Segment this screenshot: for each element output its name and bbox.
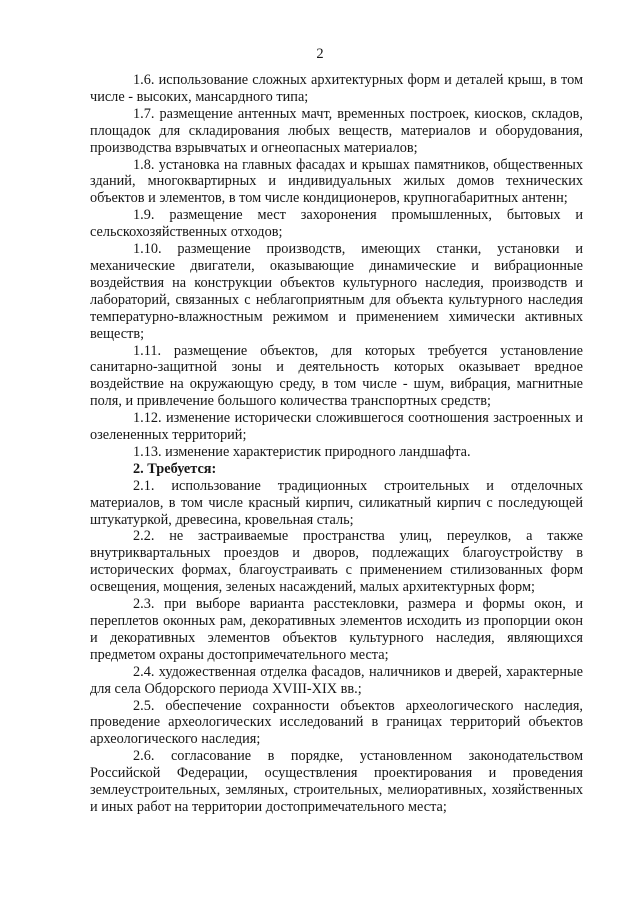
paragraph-2-6: 2.6. согласование в порядке, установленном законодательством Российской Федерации, осуществления проектирования и проведения землеустроительных, земляных, строительных, мелиоративных, хозяйственных и иных работ на территории достопримечательного места; — [90, 748, 583, 815]
paragraph-1-12: 1.12. изменение исторически сложившегося соотношения застроенных и озелененных территорий; — [90, 410, 583, 444]
paragraph-1-10: 1.10. размещение производств, имеющих станки, установки и механические двигатели, оказывающие динамические и вибрационные воздействия на конструкции объектов культурного наследия, производств и лабораторий, связанных с неблагоприятным для объекта культурного наследия температурно-влажностным режимом и применением химически активных веществ; — [90, 241, 583, 342]
paragraph-1-6: 1.6. использование сложных архитектурных форм и деталей крыш, в том числе - высоких, мансардного типа; — [90, 72, 583, 105]
paragraph-2-3: 2.3. при выборе варианта расстекловки, размера и формы окон, и переплетов оконных рам, декоративных элементов исходить из пропорции окон и декоративных элементов объектов культурного наследия, являющихся предметом охраны достопримечательного места; — [90, 596, 583, 663]
document-body — [90, 72, 583, 816]
page-number: 2 — [316, 46, 324, 62]
paragraph-2-1: 2.1. использование традиционных строительных и отделочных материалов, в том числе красный кирпич, силикатный кирпич с последующей штукатуркой, древесина, кровельная сталь; — [90, 477, 583, 528]
paragraph-1-9: 1.9. размещение мест захоронения промышленных, бытовых и сельскохозяйственных отходов; — [90, 207, 583, 241]
paragraph-1-8: 1.8. установка на главных фасадах и крышах памятников, общественных зданий, многоквартирных и индивидуальных жилых домов технических объектов и элементов, в том числе кондиционеров, крупногабаритных антенн; — [90, 156, 583, 207]
paragraph-1-7: 1.7. размещение антенных мачт, временных построек, киосков, складов, площадок для складирования любых веществ, материалов и оборудования, производства взрывчатых и огнеопасных материалов; — [90, 105, 583, 156]
paragraph-2-4: 2.4. художественная отделка фасадов, наличников и дверей, характерные для села Обдорского периода XVIII-XIX вв.; — [90, 663, 583, 697]
paragraph-2-2: 2.2. не застраиваемые пространства улиц, переулков, а также внутриквартальных проездов и дворов, подлежащих благоустройству в исторических формах, благоустраивать с применением стилизованных форм освещения, мощения, зеленых насаждений, малых архитектурных форм; — [90, 528, 583, 596]
paragraph-1-13: 1.13. изменение характеристик природного ландшафта. — [133, 443, 471, 460]
section-heading-2: 2. Требуется: — [133, 460, 217, 477]
paragraph-2-5: 2.5. обеспечение сохранности объектов археологического наследия, проведение археологических исследований в границах территорий объектов археологического наследия; — [90, 697, 583, 748]
paragraph-1-11: 1.11. размещение объектов, для которых требуется установление санитарно-защитной зоны и деятельность которых оказывает вредное воздействие на окружающую среду, в том числе - шум, вибрация, магнитные поля, и привлечение большого количества транспортных средств; — [90, 342, 583, 410]
